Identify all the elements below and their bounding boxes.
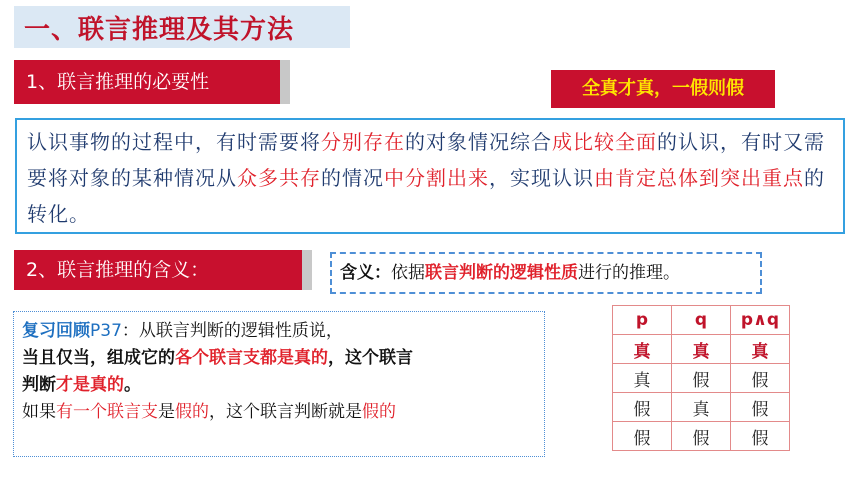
review-box: [13, 311, 545, 457]
review-highlight: 才是真的: [56, 375, 124, 395]
review-line-2: [22, 345, 536, 372]
review-line-1: [22, 318, 536, 345]
truth-table-row: [613, 393, 790, 422]
table-cell: 假: [731, 364, 790, 393]
definition-lead: 含义：: [340, 263, 391, 283]
para-seg: ，实现认识: [489, 166, 594, 190]
truth-table-row: [613, 364, 790, 393]
review-text: 是: [158, 402, 175, 422]
table-cell: 假: [731, 393, 790, 422]
table-cell: 假: [613, 422, 672, 451]
slogan-part2: ，一假则假: [654, 78, 744, 99]
truth-table-row: [613, 335, 790, 364]
table-cell: 假: [731, 422, 790, 451]
table-cell: 假: [613, 393, 672, 422]
review-label: 复习回顾: [22, 321, 90, 341]
review-text: ，这个联言判断就是: [209, 402, 362, 422]
definition-post: 进行的推理。: [578, 263, 680, 283]
definition-pre: 依据: [391, 263, 425, 283]
truth-table: [612, 305, 790, 451]
definition-box: [330, 252, 762, 294]
review-text: ，这个联言: [328, 348, 413, 368]
table-cell: 真: [672, 335, 731, 364]
necessity-paragraph: [15, 118, 845, 234]
slogan-part1: 全真才真: [582, 78, 654, 99]
para-seg-highlight: 中分割出来: [384, 166, 489, 190]
section-1-label: 1、联言推理的必要性: [26, 71, 210, 93]
para-seg-highlight: 由肯定总体到突出重点: [594, 166, 804, 190]
table-cell: 真: [613, 335, 672, 364]
para-seg: 的认识，有时又需要将对象的某种情况从: [27, 130, 825, 190]
page-title: 一、联言推理及其方法: [24, 15, 295, 45]
para-seg-highlight: 分别存在: [321, 130, 405, 154]
table-cell: 假: [672, 422, 731, 451]
definition-highlight: 联言判断的逻辑性质: [425, 263, 578, 283]
header-cell: q: [672, 306, 731, 335]
section-2-label: 2、联言推理的含义：: [26, 259, 210, 281]
review-line1-rest: ：从联言判断的逻辑性质说，: [121, 321, 343, 341]
table-cell: 真: [731, 335, 790, 364]
table-cell: 假: [672, 364, 731, 393]
review-highlight: 假的: [362, 402, 396, 422]
para-seg: 的对象情况综合: [405, 130, 552, 154]
review-text: 判断: [22, 375, 56, 395]
review-page: P37: [90, 321, 122, 341]
header-cell: p: [613, 306, 672, 335]
review-text: 当且仅当，组成它的: [22, 348, 175, 368]
truth-table-row: [613, 422, 790, 451]
para-seg: 的情况: [321, 166, 384, 190]
review-text: 如果: [22, 402, 56, 422]
review-text: 。: [124, 375, 141, 395]
table-cell: 真: [672, 393, 731, 422]
para-seg: 认识事物的过程中，有时需要将: [27, 130, 321, 154]
table-cell: 真: [613, 364, 672, 393]
review-highlight: 各个联言支都是真的: [175, 348, 328, 368]
review-highlight: 假的: [175, 402, 209, 422]
section-1-tab: [14, 60, 280, 104]
review-line-3: [22, 372, 536, 399]
slogan-banner: [551, 70, 775, 108]
section-2-tab: [14, 250, 302, 290]
para-seg-highlight: 成比较全面: [552, 130, 657, 154]
para-seg-highlight: 众多共存: [237, 166, 321, 190]
truth-table-header: [613, 306, 790, 335]
header-cell: p∧q: [731, 306, 790, 335]
review-highlight: 有一个联言支: [56, 402, 158, 422]
review-line-4: [22, 399, 536, 426]
para-seg: 的转化。: [27, 166, 825, 226]
